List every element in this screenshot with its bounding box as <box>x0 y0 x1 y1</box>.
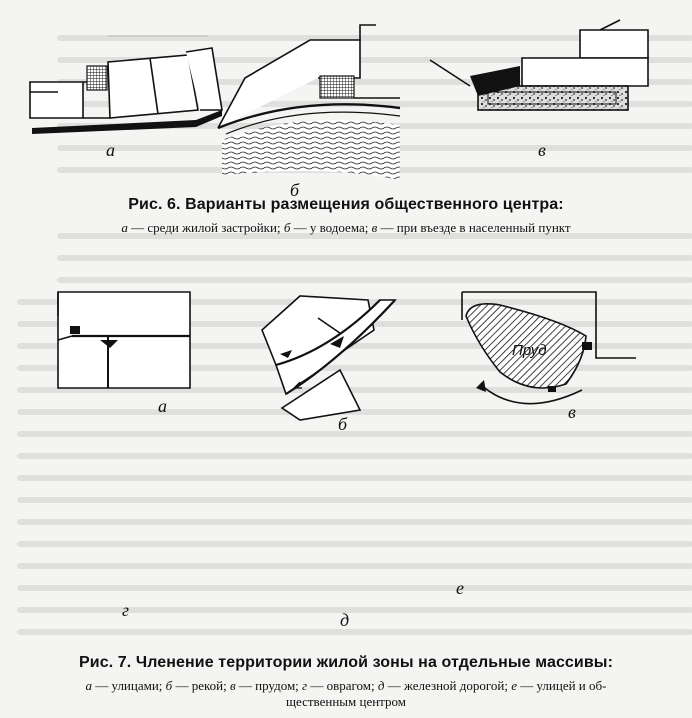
pond-label: Пруд <box>512 342 547 359</box>
fig7-text-v: — прудом; <box>235 678 303 693</box>
fig7-key-a: а <box>85 678 93 693</box>
fig7-label-d: д <box>340 610 350 630</box>
fig7-text-a: — улицами; <box>92 678 166 693</box>
fig7-caption-title: Рис. 7. Членение территории жилой зоны на отдельные массивы: <box>79 654 613 671</box>
fig7-caption-line1 <box>0 678 692 694</box>
fig7-text-b: — рекой; <box>172 678 230 693</box>
fig7-label-a: а <box>158 396 167 416</box>
fig6-label-a: а <box>106 140 115 160</box>
fig7-key-g: г <box>302 678 308 693</box>
fig6-key-v: в <box>371 220 378 235</box>
fig7-text-d: — железной дорогой; <box>384 678 512 693</box>
fig6-diagram-a <box>30 36 222 134</box>
fig7-label-g: г <box>122 600 130 620</box>
fig6-text-b: — у водоема; <box>290 220 372 235</box>
fig6-diagram-b <box>218 25 400 180</box>
fig7-label-e: е <box>456 578 464 598</box>
fig7-caption-line2: щественным центром <box>285 694 406 709</box>
fig7-diagram-v <box>462 292 636 404</box>
fig6-text-v: — при въезде в населенный пункт <box>377 220 571 235</box>
fig6-key-b: б <box>283 220 291 235</box>
fig7-label-v: в <box>568 402 576 422</box>
fig7-key-d: д <box>377 678 385 693</box>
fig6-diagram-v <box>430 20 648 110</box>
fig6-key-a: а <box>121 220 128 235</box>
fig7-key-b: б <box>165 678 173 693</box>
fig6-label-b: б <box>290 180 300 200</box>
fig7-key-v: в <box>229 678 236 693</box>
fig7-text-e: — улицей и об- <box>517 678 607 693</box>
fig6-caption-sub <box>0 220 692 236</box>
fig7-text-g: — оврагом; <box>307 678 378 693</box>
fig6-text-a: — среди жилой застройки; <box>127 220 284 235</box>
fig6-caption-title: Рис. 6. Варианты размещения общественного центра: <box>128 196 564 213</box>
fig7-diagram-a <box>58 292 190 388</box>
fig7-label-b: б <box>338 414 348 434</box>
fig7-diagram-b <box>262 296 395 420</box>
fig6-label-v: в <box>538 140 546 160</box>
fig7-key-e: е <box>511 678 517 693</box>
